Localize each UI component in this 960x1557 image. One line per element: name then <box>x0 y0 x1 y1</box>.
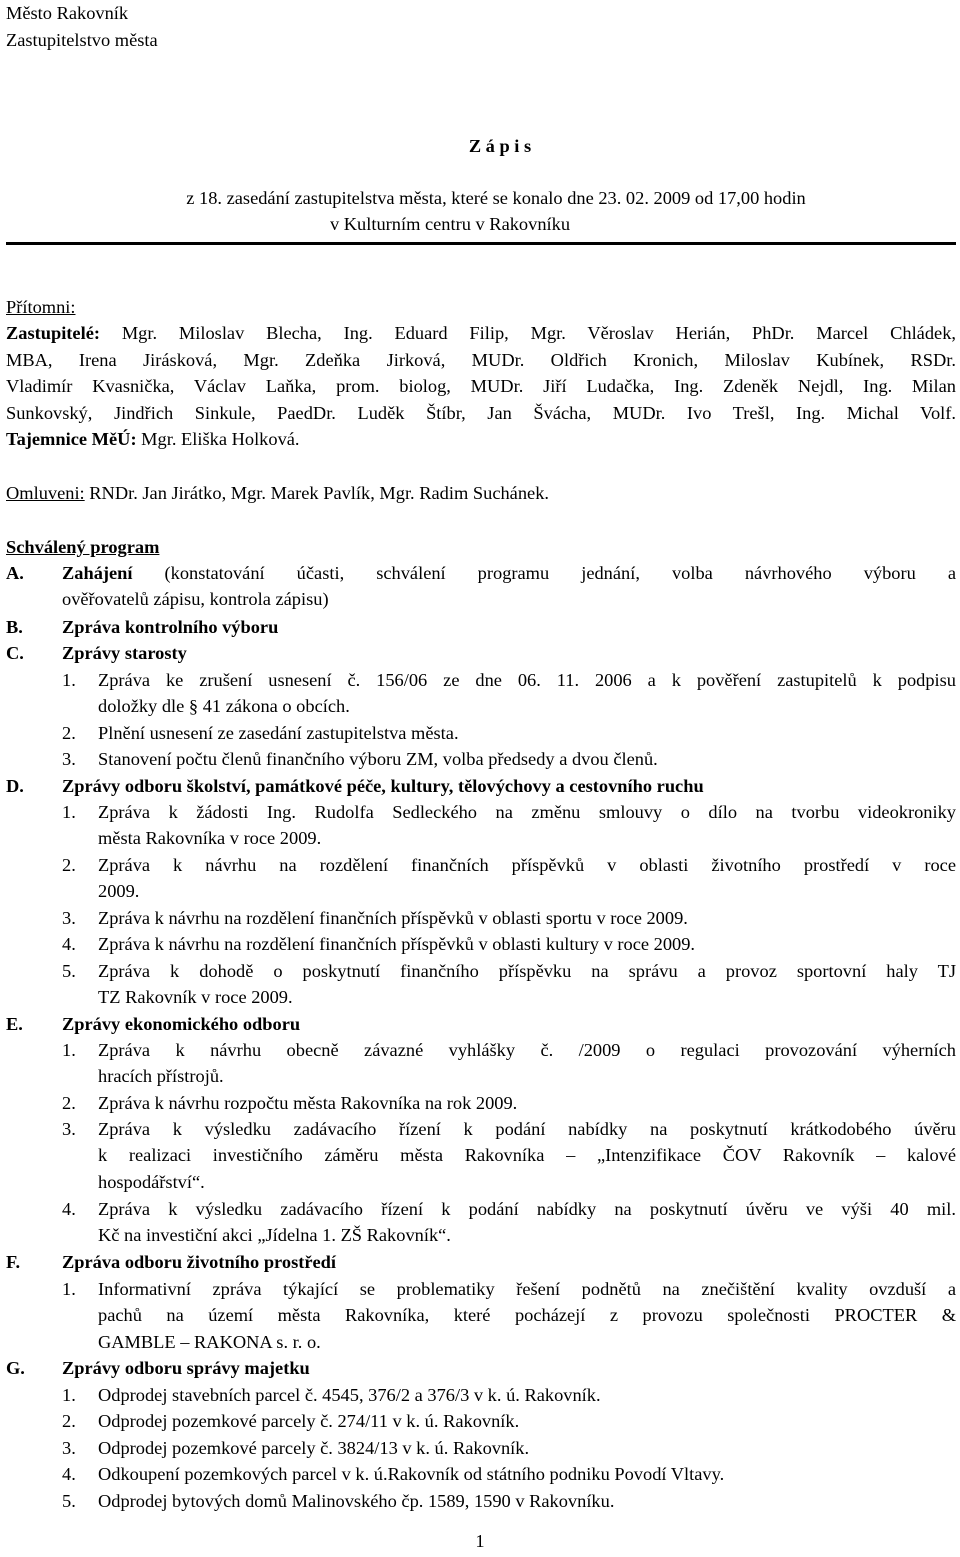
sub-number: 3. <box>62 1438 76 1458</box>
sub-number: 1. <box>62 1279 76 1299</box>
sub-line <box>98 697 956 723</box>
sub-line: Zpráva k návrhu na rozdělení finančních příspěvků v oblasti životního prostředí v roce <box>98 855 956 875</box>
item-c-title: Zprávy starosty <box>62 643 187 663</box>
sub-number: 2. <box>62 855 76 875</box>
present-label: Přítomni: <box>6 297 76 317</box>
excused-names: RNDr. Jan Jirátko, Mgr. Marek Pavlík, Mgr. Radim Suchánek. <box>84 483 549 503</box>
excused-line <box>6 484 549 502</box>
sub-line-part: 41 zákona o obcích. <box>202 696 350 717</box>
sub-line-part: doložky dle <box>98 696 189 717</box>
item-b-title: Zpráva kontrolního výboru <box>62 617 279 637</box>
sub-line: Odkoupení pozemkových parcel v k. ú.Rakovník od státního podniku Povodí Vltavy. <box>98 1464 725 1484</box>
attendance-line-3: Vladimír Kvasnička, Václav Laňka, prom. biolog, MUDr. Jiří Ludačka, Ing. Zdeněk Nejdl, Ing. Milan <box>6 376 956 396</box>
attendance-line-2: MBA, Irena Jirásková, Mgr. Zdeňka Jirková, MUDr. Oldřich Kronich, Miloslav Kubínek, RSDr. <box>6 350 956 370</box>
sub-line: hospodářství“. <box>98 1171 205 1192</box>
secretary-label: Tajemnice MěÚ: <box>6 429 137 449</box>
sub-number: 1. <box>62 1040 76 1060</box>
item-d-title: Zprávy odboru školství, památkové péče, kultury, tělovýchovy a cestovního ruchu <box>62 776 704 796</box>
item-a-title: Zahájení <box>62 563 133 583</box>
attendance-line-1 <box>6 324 956 342</box>
section-sign-icon: § <box>188 696 199 717</box>
sub-line: Odprodej stavebních parcel č. 4545, 376/2 a 376/3 v k. ú. Rakovník. <box>98 1385 601 1405</box>
program-heading: Schválený program <box>6 537 160 557</box>
sub-line: Odprodej pozemkové parcely č. 3824/13 v k. ú. Rakovník. <box>98 1438 530 1458</box>
sub-line: Zpráva ke zrušení usnesení č. 156/06 ze dne 06. 11. 2006 a k pověření zastupitelů k podpisu <box>98 670 956 690</box>
sub-number: 2. <box>62 1093 76 1113</box>
subtitle-line-2: v Kulturním centru v Rakovníku <box>329 214 571 234</box>
sub-line: Stanovení počtu členů finančního výboru ZM, volba předsedy a dvou členů. <box>98 749 658 769</box>
header-divider <box>6 242 956 245</box>
sub-line: GAMBLE – RAKONA s. r. o. <box>98 1331 321 1352</box>
sub-number: 4. <box>62 1199 76 1219</box>
item-label: C. <box>6 643 24 663</box>
sub-number: 4. <box>62 1464 76 1484</box>
sub-line: Zpráva k žádosti Ing. Rudolfa Sedleckého na změnu smlouvy o dílo na tvorbu videokroniky <box>98 802 956 822</box>
item-label: A. <box>6 563 24 583</box>
members-label: Zastupitelé: <box>6 323 100 343</box>
city-name: Město Rakovník <box>6 3 129 23</box>
sub-number: 4. <box>62 934 76 954</box>
item-g-title: Zprávy odboru správy majetku <box>62 1358 310 1378</box>
sub-line: Zpráva k návrhu rozpočtu města Rakovníka na rok 2009. <box>98 1093 518 1113</box>
excused-label: Omluveni: <box>6 483 85 503</box>
sub-number: 3. <box>62 749 76 769</box>
sub-number: 1. <box>62 802 76 822</box>
item-a-rest: (konstatování účasti, schválení programu jednání, volba návrhového výboru a <box>132 563 956 583</box>
sub-line: Zpráva k výsledku zadávacího řízení k podání nabídky na poskytnutí krátkodobého úvěru <box>98 1119 956 1139</box>
sub-number: 3. <box>62 908 76 928</box>
item-a-line-2: ověřovatelů zápisu, kontrola zápisu) <box>62 589 329 610</box>
sub-line: Kč na investiční akci „Jídelna 1. ZŠ Rakovník“. <box>98 1225 451 1246</box>
sub-line: 2009. <box>98 881 140 902</box>
item-label: G. <box>6 1358 25 1378</box>
sub-line: k realizaci investičního záměru města Rakovníka – „Intenzifikace ČOV Rakovník – kalové <box>98 1145 956 1166</box>
page-number: 1 <box>475 1531 485 1551</box>
sub-number: 2. <box>62 723 76 743</box>
sub-line: Zpráva k výsledku zadávacího řízení k podání nabídky na poskytnutí úvěru ve výši 40 mil. <box>98 1199 956 1219</box>
item-label: E. <box>6 1014 23 1034</box>
sub-line: Zpráva k dohodě o poskytnutí finančního příspěvku na správu a provoz sportovní haly TJ <box>98 961 956 981</box>
attendance-line-4: Sunkovský, Jindřich Sinkule, PaedDr. Luděk Štíbr, Jan Švácha, MUDr. Ivo Trešl, Ing. Michal Volf. <box>6 403 956 423</box>
members-text-1: Mgr. Miloslav Blecha, Ing. Eduard Filip, Mgr. Věroslav Herián, PhDr. Marcel Chládek, <box>100 323 956 343</box>
subtitle-line-1: z 18. zasedání zastupitelstva města, které se konalo dne 23. 02. 2009 od 17,00 hodin <box>186 188 806 208</box>
sub-line: Informativní zpráva týkající se problematiky řešení podnětů na znečištění kvality ovzduší a <box>98 1279 956 1299</box>
item-e-title: Zprávy ekonomického odboru <box>62 1014 301 1034</box>
document-title: Z á p i s <box>468 136 532 156</box>
sub-number: 5. <box>62 961 76 981</box>
item-label: B. <box>6 617 23 637</box>
item-a-line-1 <box>62 564 956 590</box>
item-f-title: Zpráva odboru životního prostředí <box>62 1252 337 1272</box>
sub-line: Zpráva k návrhu na rozdělení finančních příspěvků v oblasti sportu v roce 2009. <box>98 908 688 928</box>
sub-number: 3. <box>62 1119 76 1139</box>
sub-line: Plnění usnesení ze zasedání zastupitelstva města. <box>98 723 459 743</box>
sub-number: 1. <box>62 1385 76 1405</box>
sub-number: 5. <box>62 1491 76 1511</box>
sub-number: 2. <box>62 1411 76 1431</box>
sub-line: Odprodej bytových domů Malinovského čp. 1589, 1590 v Rakovníku. <box>98 1491 615 1511</box>
sub-line: města Rakovníka v roce 2009. <box>98 828 322 849</box>
sub-line: pachů na území města Rakovníka, které pocházejí z provozu společnosti PROCTER & <box>98 1305 956 1326</box>
item-label: F. <box>6 1252 21 1272</box>
secretary-line <box>6 430 300 448</box>
sub-line: Odprodej pozemkové parcely č. 274/11 v k. ú. Rakovník. <box>98 1411 520 1431</box>
sub-line: TZ Rakovník v roce 2009. <box>98 987 293 1008</box>
sub-line: hracích přístrojů. <box>98 1066 224 1087</box>
secretary-name: Mgr. Eliška Holková. <box>136 429 300 449</box>
sub-line: Zpráva k návrhu obecně závazné vyhlášky č. /2009 o regulaci provozování výherních <box>98 1040 956 1060</box>
sub-number: 1. <box>62 670 76 690</box>
council-name: Zastupitelstvo města <box>6 30 158 50</box>
item-label: D. <box>6 776 24 796</box>
sub-line: Zpráva k návrhu na rozdělení finančních příspěvků v oblasti kultury v roce 2009. <box>98 934 696 954</box>
